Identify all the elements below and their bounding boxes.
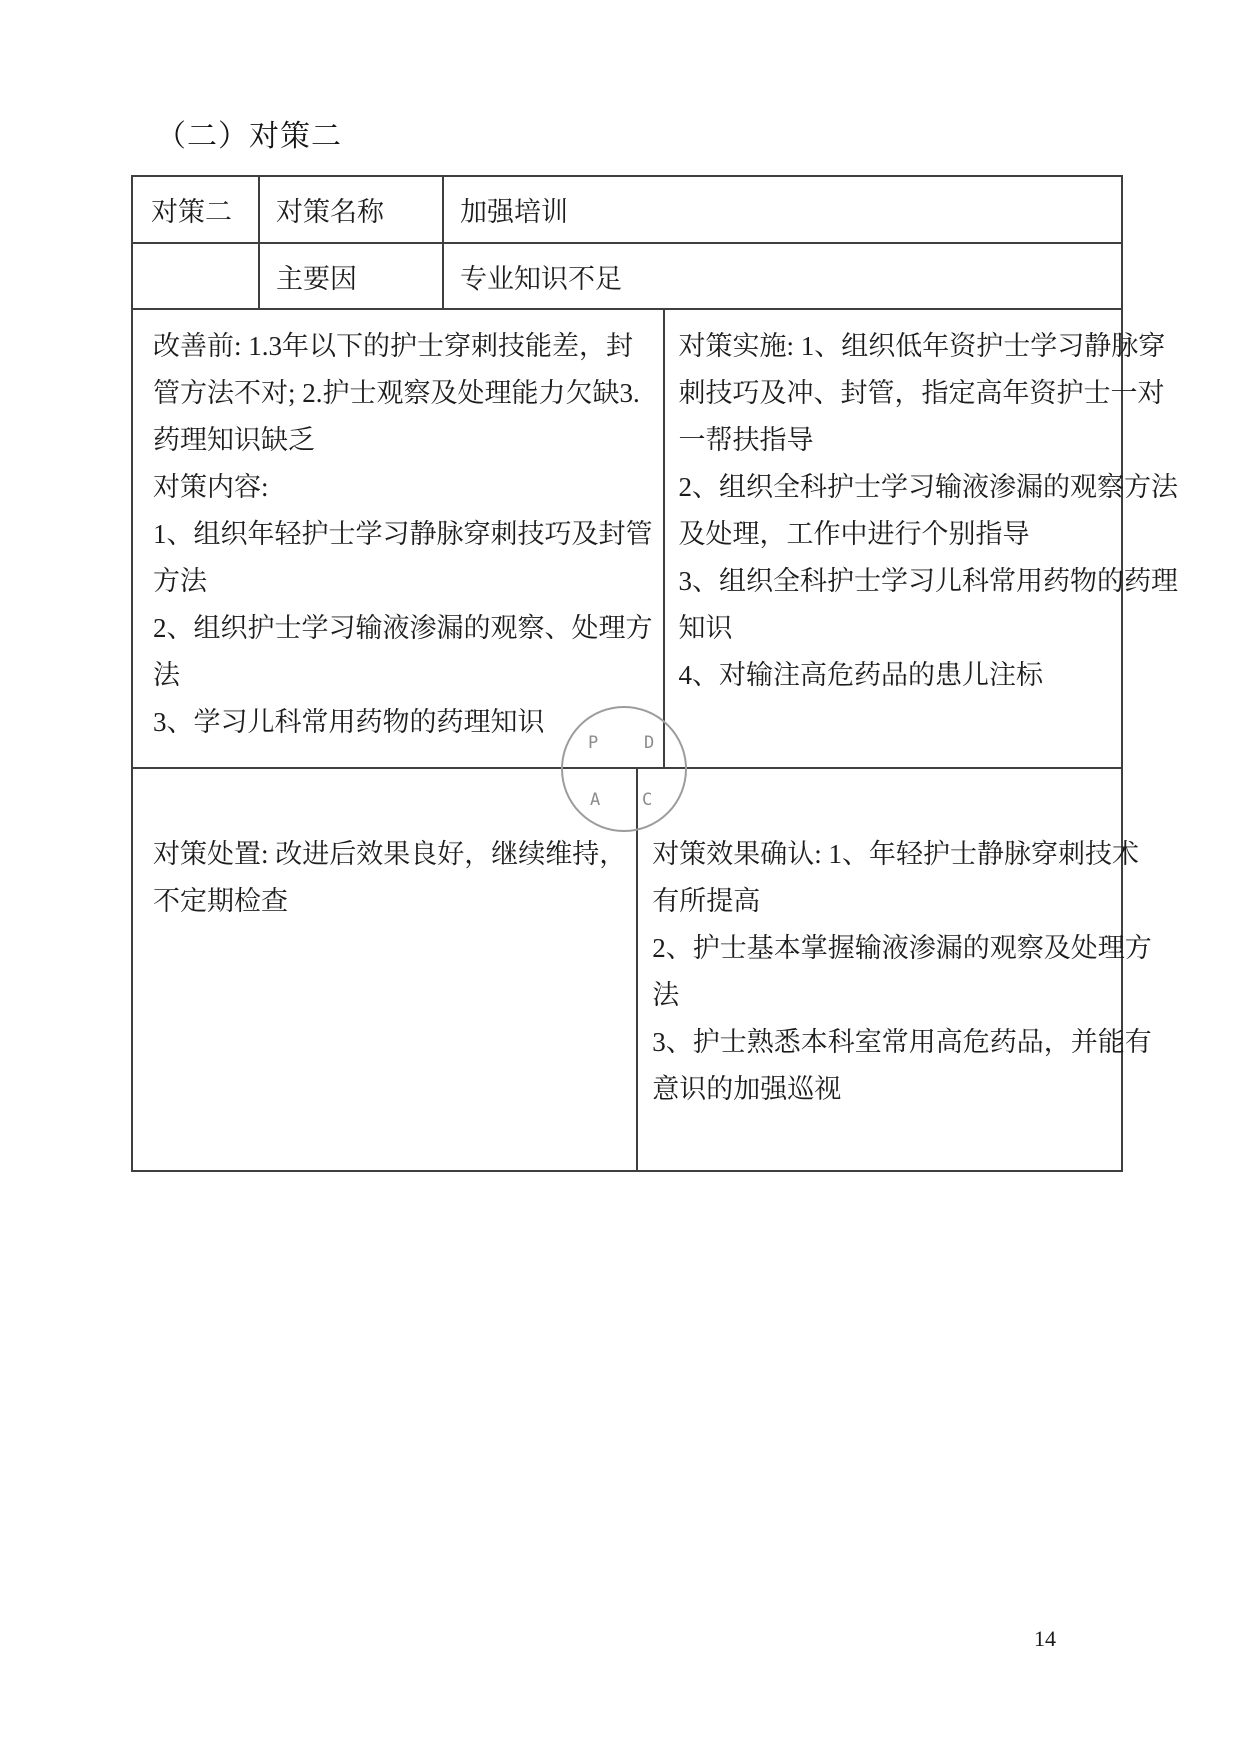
cell-implementation	[663, 310, 1187, 767]
text-line: 3、组织全科护士学习儿科常用药物的药理	[678, 566, 1178, 596]
cell-effect-confirmation	[636, 769, 1160, 1170]
pdca-circle	[561, 706, 687, 832]
cell-policy-name-value: 加强培训	[442, 177, 1121, 242]
page-number: 14	[1034, 1626, 1056, 1651]
text-line: 刺技巧及冲、封管，指定高年资护士一对	[678, 378, 1165, 408]
text-line: 对策效果确认: 1、年轻护士静脉穿刺技术	[652, 839, 1140, 869]
cell-policy-name-label: 对策名称	[258, 177, 442, 242]
cell-empty	[133, 244, 258, 308]
text-line: 意识的加强巡视	[652, 1074, 842, 1104]
text-line: 有所提高	[652, 886, 761, 916]
cell-disposal	[133, 769, 636, 1170]
text-line: 法	[153, 660, 180, 690]
pdca-act-label: A	[590, 790, 601, 810]
text-line: 2、护士基本掌握输液渗漏的观察及处理方	[652, 933, 1152, 963]
pdca-check-label: C	[642, 790, 653, 810]
text-line: 2、组织护士学习输液渗漏的观察、处理方	[153, 613, 653, 643]
text-line: 对策处置: 改进后效果良好，继续维持，	[153, 839, 627, 869]
pdca-do-label: D	[644, 733, 655, 753]
cell-improvement-before	[133, 310, 663, 767]
text-line: 知识	[678, 613, 733, 643]
table-row-header-2	[133, 242, 1121, 308]
text-line: 对策实施: 1、组织低年资护士学习静脉穿	[678, 331, 1166, 361]
pdca-plan-label: P	[588, 733, 599, 753]
text-line: 改善前: 1.3年以下的护士穿刺技能差，封	[153, 331, 634, 361]
text-line: 1、组织年轻护士学习静脉穿刺技巧及封管	[153, 519, 653, 549]
text-line: 3、学习儿科常用药物的药理知识	[153, 707, 545, 737]
text-line: 方法	[153, 566, 207, 596]
text-line: 对策内容:	[153, 472, 269, 502]
text-line: 管方法不对; 2.护士观察及处理能力欠缺3.	[153, 378, 640, 408]
text-line: 法	[652, 980, 680, 1010]
text-line: 一帮扶指导	[678, 425, 814, 455]
text-line: 及处理，工作中进行个别指导	[678, 519, 1030, 549]
cell-main-factor-label: 主要因	[258, 244, 442, 308]
text-line: 药理知识缺乏	[153, 425, 315, 455]
countermeasure-table	[131, 175, 1178, 1172]
cell-policy-id: 对策二	[151, 197, 232, 227]
table-row-middle	[133, 308, 1178, 767]
text-line: 2、组织全科护士学习输液渗漏的观察方法	[678, 472, 1178, 502]
cell-main-factor-value: 专业知识不足	[442, 244, 1121, 308]
text-line: 不定期检查	[153, 886, 288, 916]
text-line: 4、对输注高危药品的患儿注标	[678, 660, 1043, 690]
table-row-header-1	[133, 177, 1121, 242]
section-title: （二）对策二	[156, 120, 342, 153]
text-line: 3、护士熟悉本科室常用高危药品，并能有	[652, 1027, 1152, 1057]
